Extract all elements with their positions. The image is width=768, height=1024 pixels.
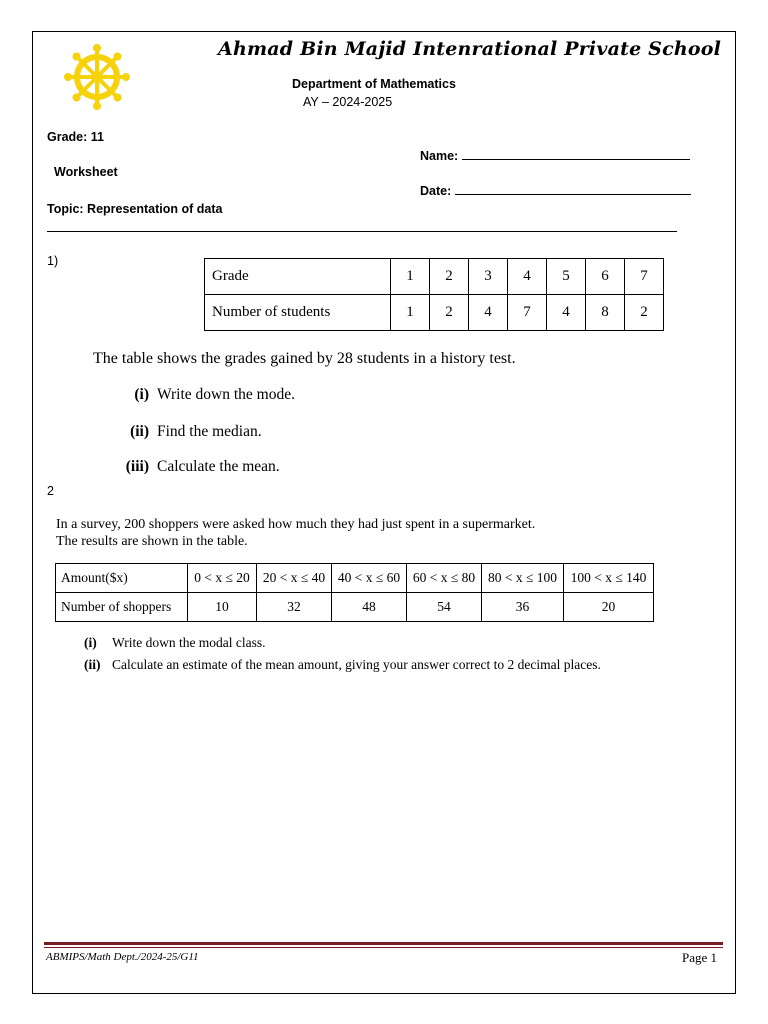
table-cell: 36 xyxy=(482,593,564,622)
q2-part-label: (i) xyxy=(84,635,97,650)
table-cell: 10 xyxy=(188,593,257,622)
q2-part xyxy=(84,657,664,673)
q2-part-text: Write down the modal class. xyxy=(112,635,266,650)
q1-row1-label: Grade xyxy=(205,259,391,295)
q2-line2: The results are shown in the table. xyxy=(56,534,248,549)
dharma-wheel-logo-icon xyxy=(64,44,130,110)
table-cell: 1 xyxy=(391,259,430,295)
table-cell: 6 xyxy=(586,259,625,295)
table-cell: 4 xyxy=(508,259,547,295)
grade-label: Grade: 11 xyxy=(47,130,104,144)
school-name: Ahmad Bin Majid Intenrational Private School xyxy=(218,38,722,60)
name-field[interactable] xyxy=(420,148,690,163)
table-cell: 20 < x ≤ 40 xyxy=(257,564,332,593)
q1-part-label: (iii) xyxy=(125,458,149,475)
q2-number: 2 xyxy=(47,484,54,498)
q1-part-label: (i) xyxy=(134,386,149,403)
q1-table xyxy=(204,258,664,331)
q2-statement xyxy=(56,516,535,550)
name-blank[interactable] xyxy=(462,148,690,160)
q1-part-text: Find the median. xyxy=(157,423,262,440)
table-cell: 5 xyxy=(547,259,586,295)
date-label: Date: xyxy=(420,184,452,198)
name-label: Name: xyxy=(420,149,459,163)
table-cell: 40 < x ≤ 60 xyxy=(332,564,407,593)
table-cell: 20 xyxy=(564,593,654,622)
table-cell: 2 xyxy=(430,295,469,331)
table-cell: 4 xyxy=(469,295,508,331)
q2-part-text: Calculate an estimate of the mean amount, giving your answer correct to 2 decimal places. xyxy=(112,657,601,672)
q1-number: 1) xyxy=(47,254,59,268)
table-cell: 60 < x ≤ 80 xyxy=(407,564,482,593)
q2-part xyxy=(84,635,266,651)
table-cell: 1 xyxy=(391,295,430,331)
q2-line1: In a survey, 200 shoppers were asked how much they had just spent in a supermarket. xyxy=(56,517,536,532)
table-cell: 8 xyxy=(586,295,625,331)
table-row xyxy=(205,259,664,295)
q1-statement: The table shows the grades gained by 28 students in a history test. xyxy=(93,350,516,367)
date-field[interactable] xyxy=(420,183,691,198)
table-cell: 4 xyxy=(547,295,586,331)
footer-reference: ABMIPS/Math Dept./2024-25/G11 xyxy=(46,951,199,963)
table-row xyxy=(56,564,654,593)
table-cell: 3 xyxy=(469,259,508,295)
page-number: Page 1 xyxy=(682,950,718,965)
q2-part-label: (ii) xyxy=(84,657,101,672)
q1-row2-label: Number of students xyxy=(205,295,391,331)
table-cell: 32 xyxy=(257,593,332,622)
academic-year: AY – 2024-2025 xyxy=(303,95,393,109)
header-divider xyxy=(47,231,677,232)
q2-row2-label: Number of shoppers xyxy=(56,593,188,622)
q1-part xyxy=(113,423,262,441)
table-cell: 80 < x ≤ 100 xyxy=(482,564,564,593)
q1-part-label: (ii) xyxy=(130,423,149,440)
table-row xyxy=(56,593,654,622)
table-cell: 54 xyxy=(407,593,482,622)
q1-part xyxy=(113,386,295,404)
table-cell: 7 xyxy=(508,295,547,331)
q1-part-text: Calculate the mean. xyxy=(157,458,280,475)
table-cell: 100 < x ≤ 140 xyxy=(564,564,654,593)
table-cell: 2 xyxy=(625,295,664,331)
department: Department of Mathematics xyxy=(292,77,456,91)
worksheet-label: Worksheet xyxy=(54,165,118,179)
topic-label: Topic: Representation of data xyxy=(47,202,223,216)
q1-part xyxy=(113,458,280,476)
table-row xyxy=(205,295,664,331)
date-blank[interactable] xyxy=(455,183,691,195)
q2-table xyxy=(55,563,654,622)
q2-row1-label: Amount($x) xyxy=(56,564,188,593)
footer-rule-thick xyxy=(44,942,723,945)
page-border xyxy=(32,31,736,994)
table-cell: 7 xyxy=(625,259,664,295)
table-cell: 48 xyxy=(332,593,407,622)
footer-rule-thin xyxy=(44,947,723,948)
q1-part-text: Write down the mode. xyxy=(157,386,295,403)
table-cell: 2 xyxy=(430,259,469,295)
table-cell: 0 < x ≤ 20 xyxy=(188,564,257,593)
